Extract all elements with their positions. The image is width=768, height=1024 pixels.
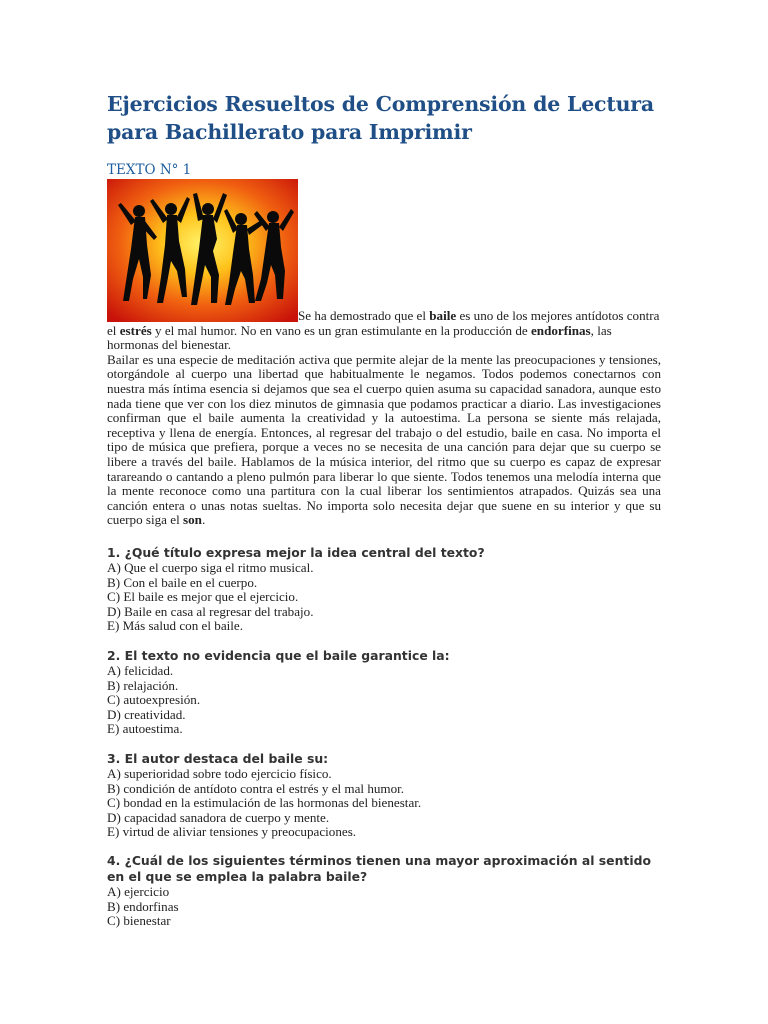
- intro-text-4: , las hormonas del bienestar.: [107, 322, 612, 353]
- bold-baile: baile: [429, 308, 457, 323]
- main-paragraph-end: .: [201, 512, 206, 528]
- question-3-option-b: B) condición de antídoto contra el estrés y el mal humor.: [107, 780, 405, 796]
- question-4-option-a: A) ejercicio: [107, 884, 170, 899]
- question-1-option-b: B) Con el baile en el cuerpo.: [107, 574, 258, 590]
- question-4-option-c: C) bienestar: [107, 913, 171, 929]
- texto-label: TEXTO N° 1: [107, 162, 192, 178]
- question-3-option-a: A) superioridad sobre todo ejercicio físico.: [107, 766, 332, 781]
- intro-text-2: es uno de los mejores antídotos contra el: [107, 308, 660, 338]
- question-1-option-a: A) Que el cuerpo siga el ritmo musical.: [107, 560, 314, 575]
- question-2-text: 2. El texto no evidencia que el baile garantice la:: [107, 648, 450, 663]
- question-1: [107, 545, 667, 634]
- question-4-option-b: B) endorfinas: [107, 898, 179, 914]
- intro-text-1: Se ha demostrado que el: [298, 308, 430, 323]
- main-paragraph-text: Bailar es una especie de meditación activa que permite alejar de la mente las preocupaciones y tensiones, otorgándole al cuerpo una libertad que habitualmente le negamos. Todos podemos conectarnos con nuestra más íntima esencia si dejamos que sea el cuerpo quien asuma su capacidad sanadora, aunque esto nada tiene que ver con los diez minutos de gimnasia que podamos practicar a diario. Las investigaciones confirman que el baile aumenta la creatividad y la autoestima. La persona se siente más relajada, receptiva y llena de energía. Entonces, al regresar del trabajo o del estudio, baile en casa. No importa el tipo de música que prefiera, porque a veces no se necesita de una canción para dejar que su cuerpo se libere a través del baile. Hablamos de la música interior, del ritmo que su cuerpo es capaz de expresar tarareando o cantando a pleno pulmón para liberar lo que siente. Todos tenemos una melodía interna que la mente reconoce como una partitura con la cual liberar los sentimientos atrapados. Quizás sea una canción entera o unas notas sueltas. No importa solo necesita dejar que suene en su interior y que su cuerpo siga el: [107, 351, 661, 528]
- question-4-text: 4. ¿Cuál de los siguientes términos tienen una mayor aproximación al sentido en el que se emplea la palabra baile?: [107, 853, 651, 884]
- question-3-text: 3. El autor destaca del baile su:: [107, 751, 329, 766]
- dancers-image: [107, 179, 298, 322]
- main-paragraph: [107, 353, 661, 528]
- question-3: [107, 751, 667, 840]
- question-2-option-a: A) felicidad.: [107, 663, 174, 678]
- question-1-option-c: C) El baile es mejor que el ejercicio.: [107, 589, 299, 605]
- reading-text: [107, 309, 661, 528]
- bold-estres: estrés: [119, 322, 152, 338]
- bold-endorfinas: endorfinas: [531, 322, 591, 338]
- question-2: [107, 648, 667, 737]
- question-4: [107, 853, 667, 929]
- question-2-option-b: B) relajación.: [107, 677, 179, 693]
- question-2-option-d: D) creatividad.: [107, 706, 186, 722]
- intro-paragraph: [107, 309, 661, 353]
- question-1-text: 1. ¿Qué título expresa mejor la idea central del texto?: [107, 545, 485, 560]
- question-3-option-c: C) bondad en la estimulación de las hormonas del bienestar.: [107, 795, 422, 811]
- intro-text-3: y el mal humor. No en vano es un gran estimulante en la producción de: [151, 322, 531, 338]
- question-2-option-c: C) autoexpresión.: [107, 692, 201, 708]
- page-title: Ejercicios Resueltos de Comprensión de Lectura para Bachillerato para Imprimir: [107, 92, 654, 144]
- question-3-option-d: D) capacidad sanadora de cuerpo y mente.: [107, 809, 330, 825]
- question-1-option-e: E) Más salud con el baile.: [107, 618, 243, 634]
- question-2-option-e: E) autoestima.: [107, 721, 183, 737]
- question-3-option-e: E) virtud de aliviar tensiones y preocupaciones.: [107, 824, 357, 840]
- bold-son: son: [183, 512, 202, 528]
- question-1-option-d: D) Baile en casa al regresar del trabajo.: [107, 603, 314, 619]
